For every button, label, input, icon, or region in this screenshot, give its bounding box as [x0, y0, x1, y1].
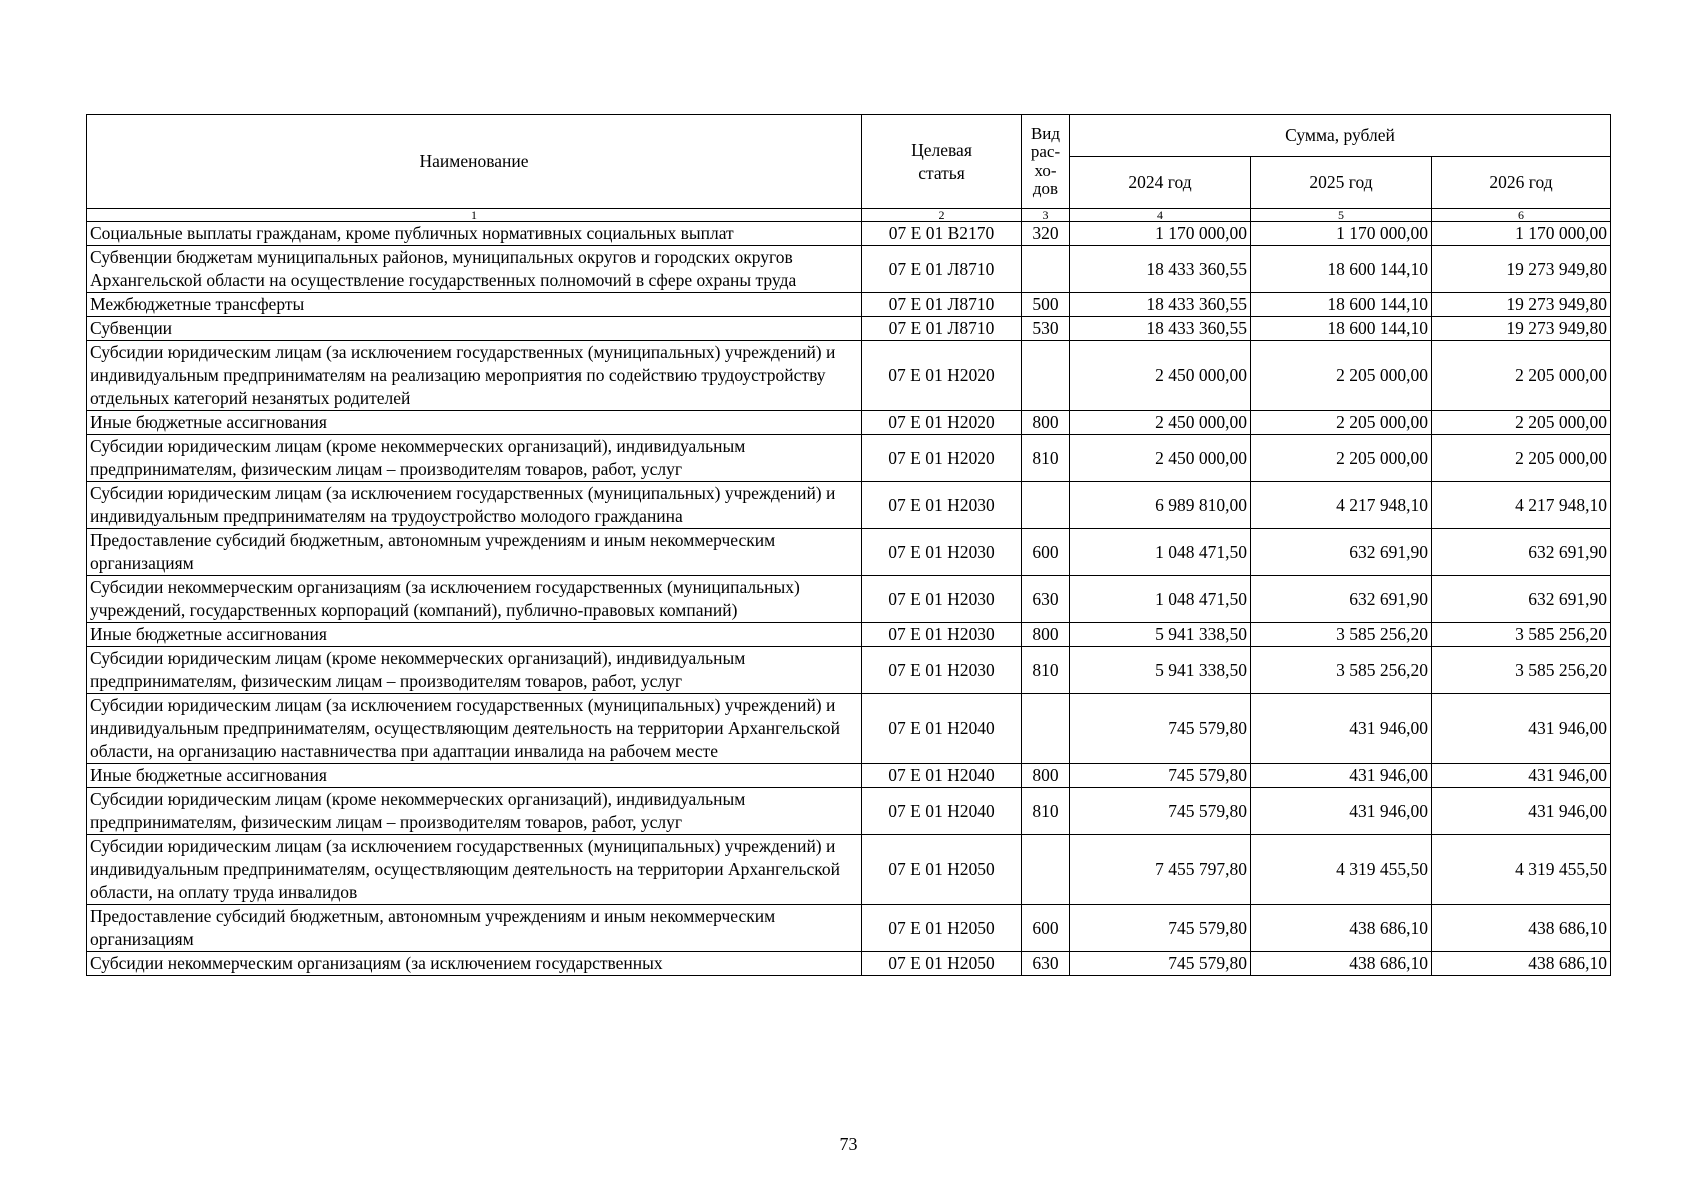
- row-amount-2026: 19 273 949,80: [1432, 293, 1611, 317]
- row-amount-2025: 438 686,10: [1251, 952, 1432, 976]
- row-name: Иные бюджетные ассигнования: [87, 411, 862, 435]
- budget-table: [86, 114, 1611, 976]
- row-target-article: 07 Е 01 Л8710: [862, 246, 1022, 293]
- row-name: Иные бюджетные ассигнования: [87, 764, 862, 788]
- row-expense-type: 500: [1022, 293, 1070, 317]
- header-year-2025: 2025 год: [1251, 157, 1432, 209]
- row-expense-type: [1022, 341, 1070, 411]
- table-row: [87, 435, 1611, 482]
- column-number: 1: [87, 209, 862, 222]
- table-row: [87, 317, 1611, 341]
- table-row: [87, 576, 1611, 623]
- table-row: [87, 835, 1611, 905]
- header-target-line1: Целевая: [911, 139, 972, 160]
- column-number: 5: [1251, 209, 1432, 222]
- row-target-article: 07 Е 01 Н2030: [862, 647, 1022, 694]
- row-amount-2025: 632 691,90: [1251, 529, 1432, 576]
- row-name: Субсидии юридическим лицам (за исключением государственных (муниципальных) учреждений) и индивидуальным предпринимателям, осуществляющим деятельность на территории Архангельской области, на оплату труда инвалидов: [87, 835, 862, 905]
- row-amount-2024: 5 941 338,50: [1070, 647, 1251, 694]
- row-amount-2024: 18 433 360,55: [1070, 246, 1251, 293]
- row-target-article: 07 Е 01 Н2050: [862, 835, 1022, 905]
- row-amount-2024: 745 579,80: [1070, 905, 1251, 952]
- row-expense-type: [1022, 835, 1070, 905]
- row-expense-type: 800: [1022, 411, 1070, 435]
- row-amount-2025: 3 585 256,20: [1251, 623, 1432, 647]
- row-expense-type: [1022, 694, 1070, 764]
- row-name: Субсидии юридическим лицам (за исключением государственных (муниципальных) учреждений) и индивидуальным предпринимателям на трудоустройство молодого гражданина: [87, 482, 862, 529]
- header-year-2024: 2024 год: [1070, 157, 1251, 209]
- row-expense-type: [1022, 482, 1070, 529]
- row-amount-2026: 3 585 256,20: [1432, 647, 1611, 694]
- column-number: 3: [1022, 209, 1070, 222]
- row-name: Социальные выплаты гражданам, кроме публичных нормативных социальных выплат: [87, 222, 862, 246]
- table-row: [87, 952, 1611, 976]
- row-amount-2026: 4 319 455,50: [1432, 835, 1611, 905]
- row-target-article: 07 Е 01 Н2030: [862, 576, 1022, 623]
- row-expense-type: 800: [1022, 623, 1070, 647]
- row-amount-2025: 632 691,90: [1251, 576, 1432, 623]
- row-amount-2025: 431 946,00: [1251, 788, 1432, 835]
- header-sum: Сумма, рублей: [1070, 115, 1611, 157]
- header-vid-line1: Вид: [1030, 123, 1061, 143]
- row-amount-2024: 745 579,80: [1070, 694, 1251, 764]
- row-name: Субсидии юридическим лицам (за исключением государственных (муниципальных) учреждений) и индивидуальным предпринимателям на реализацию мероприятия по содействию трудоустройству отдельных категорий незанятых родителей: [87, 341, 862, 411]
- row-amount-2025: 18 600 144,10: [1251, 246, 1432, 293]
- table-row: [87, 411, 1611, 435]
- column-number: 4: [1070, 209, 1251, 222]
- row-name: Межбюджетные трансферты: [87, 293, 862, 317]
- header-expense-type: [1022, 115, 1070, 209]
- column-number: 6: [1432, 209, 1611, 222]
- row-amount-2024: 1 170 000,00: [1070, 222, 1251, 246]
- row-amount-2024: 1 048 471,50: [1070, 576, 1251, 623]
- header-target-line2: статья: [918, 162, 965, 183]
- row-target-article: 07 Е 01 Л8710: [862, 317, 1022, 341]
- row-amount-2025: 18 600 144,10: [1251, 317, 1432, 341]
- row-target-article: 07 Е 01 Н2020: [862, 341, 1022, 411]
- header-year-2026: 2026 год: [1432, 157, 1611, 209]
- row-amount-2024: 1 048 471,50: [1070, 529, 1251, 576]
- row-target-article: 07 Е 01 Н2040: [862, 764, 1022, 788]
- row-target-article: 07 Е 01 Н2020: [862, 411, 1022, 435]
- row-target-article: 07 Е 01 Н2020: [862, 435, 1022, 482]
- table-row: [87, 293, 1611, 317]
- row-target-article: 07 Е 01 Н2040: [862, 694, 1022, 764]
- row-amount-2025: 2 205 000,00: [1251, 411, 1432, 435]
- row-target-article: 07 Е 01 Л8710: [862, 293, 1022, 317]
- row-amount-2026: 19 273 949,80: [1432, 317, 1611, 341]
- table-row: [87, 905, 1611, 952]
- row-amount-2025: 431 946,00: [1251, 694, 1432, 764]
- row-amount-2026: 2 205 000,00: [1432, 435, 1611, 482]
- row-target-article: 07 Е 01 Н2030: [862, 623, 1022, 647]
- row-amount-2024: 745 579,80: [1070, 788, 1251, 835]
- row-expense-type: 530: [1022, 317, 1070, 341]
- column-number: 2: [862, 209, 1022, 222]
- row-amount-2024: 2 450 000,00: [1070, 411, 1251, 435]
- row-amount-2026: 632 691,90: [1432, 576, 1611, 623]
- row-amount-2025: 18 600 144,10: [1251, 293, 1432, 317]
- row-name: Предоставление субсидий бюджетным, автономным учреждениям и иным некоммерческим организациям: [87, 529, 862, 576]
- row-amount-2024: 18 433 360,55: [1070, 317, 1251, 341]
- page-number: 73: [839, 1134, 858, 1154]
- row-expense-type: 810: [1022, 647, 1070, 694]
- row-expense-type: 810: [1022, 788, 1070, 835]
- row-name: Субсидии юридическим лицам (кроме некоммерческих организаций), индивидуальным предпринимателям, физическим лицам – производителям товаров, работ, услуг: [87, 647, 862, 694]
- row-target-article: 07 Е 01 Н2050: [862, 952, 1022, 976]
- table-row: [87, 788, 1611, 835]
- table-row: [87, 764, 1611, 788]
- row-target-article: 07 Е 01 Н2030: [862, 529, 1022, 576]
- row-target-article: 07 Е 01 Н2030: [862, 482, 1022, 529]
- row-name: Субсидии некоммерческим организациям (за исключением государственных (муниципальных) учреждений, государственных корпораций (компаний), публично-правовых компаний): [87, 576, 862, 623]
- header-vid-line2: рас-: [1030, 142, 1061, 161]
- row-amount-2026: 2 205 000,00: [1432, 341, 1611, 411]
- table-row: [87, 341, 1611, 411]
- row-expense-type: 320: [1022, 222, 1070, 246]
- row-amount-2024: 5 941 338,50: [1070, 623, 1251, 647]
- row-amount-2025: 438 686,10: [1251, 905, 1432, 952]
- column-number-row: [87, 209, 1611, 222]
- table-row: [87, 694, 1611, 764]
- row-expense-type: 630: [1022, 952, 1070, 976]
- header-vid-line3: хо-: [1034, 160, 1057, 180]
- row-amount-2026: 438 686,10: [1432, 952, 1611, 976]
- row-amount-2025: 4 319 455,50: [1251, 835, 1432, 905]
- row-name: Субсидии юридическим лицам (кроме некоммерческих организаций), индивидуальным предпринимателям, физическим лицам – производителям товаров, работ, услуг: [87, 435, 862, 482]
- row-name: Субвенции бюджетам муниципальных районов, муниципальных округов и городских округов Архангельской области на осуществление государственных полномочий в сфере охраны труда: [87, 246, 862, 293]
- row-amount-2026: 1 170 000,00: [1432, 222, 1611, 246]
- table-row: [87, 482, 1611, 529]
- row-name: Субвенции: [87, 317, 862, 341]
- row-amount-2025: 2 205 000,00: [1251, 435, 1432, 482]
- table-row: [87, 647, 1611, 694]
- row-amount-2026: 2 205 000,00: [1432, 411, 1611, 435]
- row-amount-2025: 431 946,00: [1251, 764, 1432, 788]
- row-amount-2026: 19 273 949,80: [1432, 246, 1611, 293]
- table-row: [87, 246, 1611, 293]
- row-expense-type: 800: [1022, 764, 1070, 788]
- row-expense-type: 600: [1022, 529, 1070, 576]
- row-expense-type: [1022, 246, 1070, 293]
- row-expense-type: 630: [1022, 576, 1070, 623]
- row-amount-2025: 2 205 000,00: [1251, 341, 1432, 411]
- header-vid-line4: дов: [1032, 179, 1059, 198]
- row-amount-2026: 438 686,10: [1432, 905, 1611, 952]
- row-amount-2025: 1 170 000,00: [1251, 222, 1432, 246]
- table-row: [87, 623, 1611, 647]
- row-amount-2024: 2 450 000,00: [1070, 341, 1251, 411]
- row-target-article: 07 Е 01 Н2050: [862, 905, 1022, 952]
- row-amount-2024: 745 579,80: [1070, 764, 1251, 788]
- row-target-article: 07 Е 01 В2170: [862, 222, 1022, 246]
- row-amount-2025: 3 585 256,20: [1251, 647, 1432, 694]
- row-amount-2025: 4 217 948,10: [1251, 482, 1432, 529]
- table-row: [87, 222, 1611, 246]
- table-row: [87, 529, 1611, 576]
- row-expense-type: 810: [1022, 435, 1070, 482]
- row-expense-type: 600: [1022, 905, 1070, 952]
- row-amount-2026: 4 217 948,10: [1432, 482, 1611, 529]
- row-name: Субсидии юридическим лицам (за исключением государственных (муниципальных) учреждений) и индивидуальным предпринимателям, осуществляющим деятельность на территории Архангельской области, на организацию наставничества при адаптации инвалида на рабочем месте: [87, 694, 862, 764]
- table-body: [87, 222, 1611, 976]
- row-amount-2026: 3 585 256,20: [1432, 623, 1611, 647]
- header-name: Наименование: [87, 115, 862, 209]
- row-amount-2024: 745 579,80: [1070, 952, 1251, 976]
- row-amount-2024: 6 989 810,00: [1070, 482, 1251, 529]
- row-name: Субсидии юридическим лицам (кроме некоммерческих организаций), индивидуальным предпринимателям, физическим лицам – производителям товаров, работ, услуг: [87, 788, 862, 835]
- row-amount-2026: 431 946,00: [1432, 694, 1611, 764]
- header-target-article: [862, 115, 1022, 209]
- row-amount-2026: 431 946,00: [1432, 764, 1611, 788]
- row-name: Предоставление субсидий бюджетным, автономным учреждениям и иным некоммерческим организациям: [87, 905, 862, 952]
- row-amount-2024: 18 433 360,55: [1070, 293, 1251, 317]
- row-amount-2026: 431 946,00: [1432, 788, 1611, 835]
- row-amount-2026: 632 691,90: [1432, 529, 1611, 576]
- row-amount-2024: 2 450 000,00: [1070, 435, 1251, 482]
- row-name: Субсидии некоммерческим организациям (за исключением государственных: [87, 952, 862, 976]
- row-target-article: 07 Е 01 Н2040: [862, 788, 1022, 835]
- row-amount-2024: 7 455 797,80: [1070, 835, 1251, 905]
- row-name: Иные бюджетные ассигнования: [87, 623, 862, 647]
